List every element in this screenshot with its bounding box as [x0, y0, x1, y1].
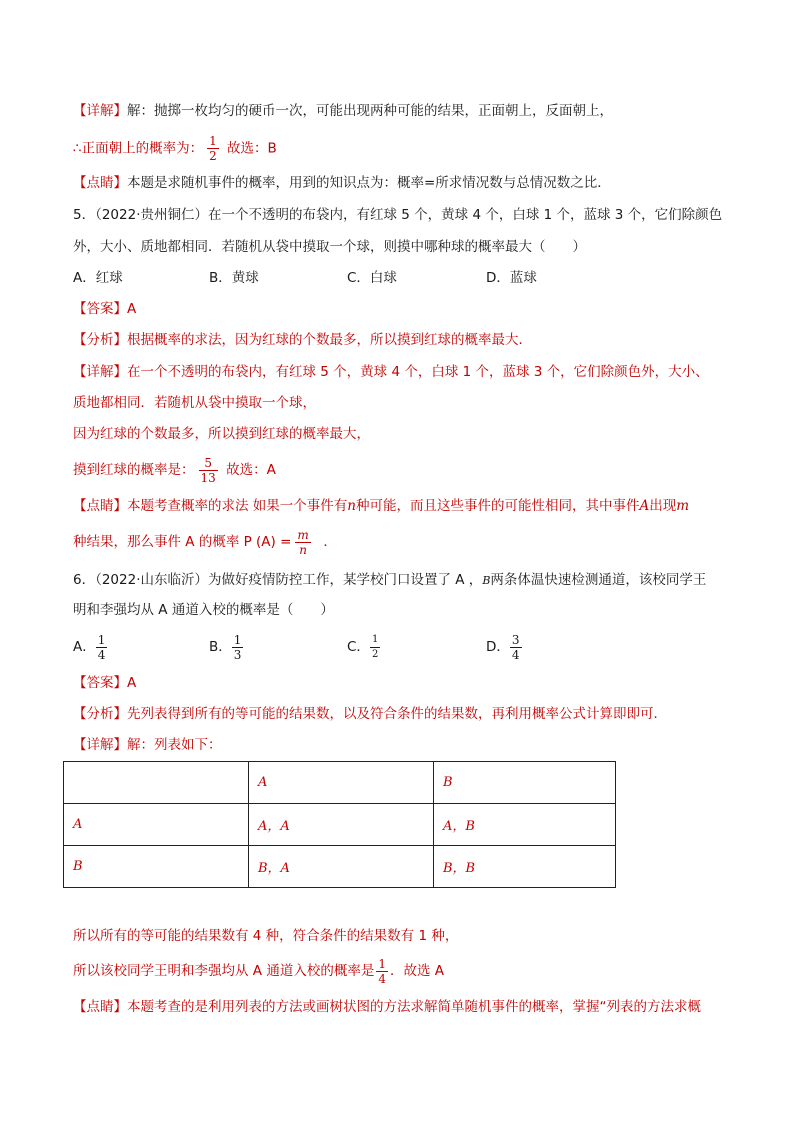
table-cell: A，A: [249, 804, 434, 846]
q6-option-a[interactable]: A． $\frac{1}{4}$: [73, 632, 106, 662]
q6-option-c[interactable]: C． $\frac{1}{2}$: [347, 633, 379, 660]
table-cell: A: [249, 762, 434, 804]
table-cell: [64, 762, 249, 804]
table-cell: B，B: [434, 846, 616, 888]
detail-text: 解：列表如下：: [127, 737, 222, 753]
q5-prob-line: [73, 455, 276, 485]
choose-text: 故选：A: [226, 462, 276, 478]
detail-tag: 【详解】: [73, 103, 127, 119]
comment-tag: 【点睛】: [73, 999, 127, 1015]
analysis-text: 根据概率的求法，因为红球的个数最多，所以摸到红球的概率最大．: [127, 332, 532, 348]
fraction-5-13: $\frac{5}{13}$: [200, 455, 216, 485]
table-cell: A，B: [434, 804, 616, 846]
q5-option-a[interactable]: A．红球: [73, 270, 123, 286]
answer-text: A: [127, 675, 137, 691]
q5-comment-line2: 种结果，那么事件 A 的概率 P (A) = $\frac{m}{n}$ ．: [73, 527, 337, 557]
comment-text: 本题考查的是利用列表的方法或画树状图的方法求解简单随机事件的概率，掌握“列表的方法求概: [127, 999, 701, 1015]
q6-stem-line2: 明和李强均从 A 通道入校的概率是（ ）: [73, 602, 334, 618]
comment-tag: 【点睛】: [73, 498, 127, 514]
q5-option-b[interactable]: B．黄球: [209, 270, 259, 286]
q6-analysis-line: [73, 704, 667, 724]
answer-tag: 【答案】: [73, 675, 127, 691]
q5-analysis-line: [73, 330, 532, 350]
detail-tag: 【详解】: [73, 364, 127, 380]
comment-line: [73, 173, 611, 193]
table-cell: B: [64, 846, 249, 888]
q5-stem-line2: 外，大小、质地都相同．若随机从袋中摸取一个球，则摸中哪种球的概率最大（ ）: [73, 239, 586, 255]
q5-answer-line: [73, 299, 136, 319]
q5-option-c[interactable]: C．白球: [347, 270, 397, 286]
q5-stem-line1: 5．（2022·贵州铜仁）在一个不透明的布袋内，有红球 5 个，黄球 4 个，白球 1 个，蓝球 3 个，它们除颜色: [73, 207, 723, 223]
q6-detail-line: [73, 735, 222, 755]
q6-result-line1: 所以所有的等可能的结果数有 4 种，符合条件的结果数有 1 种，: [73, 928, 459, 944]
detail-text: 在一个不透明的布袋内，有红球 5 个，黄球 4 个，白球 1 个，蓝球 3 个，它们除颜色外，大小、: [127, 364, 709, 380]
q6-comment-line: [73, 997, 701, 1017]
comment-text: 本题是求随机事件的概率，用到的知识点为：概率=所求情况数与总情况数之比．: [127, 175, 611, 191]
detail-line: [73, 101, 613, 121]
analysis-tag: 【分析】: [73, 332, 127, 348]
prob-text: 摸到红球的概率是：: [73, 462, 195, 478]
table-cell: A: [64, 804, 249, 846]
answer-tag: 【答案】: [73, 301, 127, 317]
q6-result-line2: 所以该校同学王明和李强均从 A 通道入校的概率是 $\frac{1}{4}$ ．故选 A: [73, 956, 444, 986]
q6-option-d[interactable]: D． $\frac{3}{4}$: [486, 632, 520, 662]
q6-option-b[interactable]: B． $\frac{1}{3}$: [209, 632, 242, 662]
analysis-text: 先列表得到所有的等可能的结果数，以及符合条件的结果数，再利用概率公式计算即即可．: [127, 706, 667, 722]
q5-detail-line1: [73, 362, 709, 382]
choose-text: 故选：B: [227, 140, 277, 157]
fraction-1-4: $\frac{1}{4}$: [378, 956, 386, 986]
table-row: [64, 846, 616, 888]
comment-tag: 【点睛】: [73, 175, 127, 191]
table-cell: B，A: [249, 846, 434, 888]
q5-detail-line2: 质地都相同．若随机从袋中摸取一个球，: [73, 395, 316, 411]
table-row: [64, 762, 616, 804]
fraction-m-n: $\frac{m}{n}$: [297, 527, 309, 557]
outcome-table: [63, 761, 616, 888]
answer-text: A: [127, 301, 137, 317]
fraction-half: $\frac{1}{2}$: [209, 134, 217, 163]
detail-text: 解：抛掷一枚均匀的硬币一次，可能出现两种可能的结果，正面朝上，反面朝上，: [127, 103, 613, 119]
q5-comment-line1: 【点睛】本题考查概率的求法 如果一个事件有n种可能，而且这些事件的可能性相同，其中事件A出现m: [73, 498, 690, 514]
q6-answer-line: [73, 673, 136, 693]
therefore-line: [73, 134, 277, 163]
analysis-tag: 【分析】: [73, 706, 127, 722]
q5-option-d[interactable]: D．蓝球: [486, 270, 537, 286]
table-row: [64, 804, 616, 846]
q6-stem-line1: 6．（2022·山东临沂）为做好疫情防控工作，某学校门口设置了 A ，B两条体温快速检测通道，该校同学王: [73, 572, 707, 588]
q5-detail-line3: 因为红球的个数最多，所以摸到红球的概率最大，: [73, 426, 370, 442]
therefore-text: ∴正面朝上的概率为：: [73, 140, 204, 157]
detail-tag: 【详解】: [73, 737, 127, 753]
table-cell: B: [434, 762, 616, 804]
